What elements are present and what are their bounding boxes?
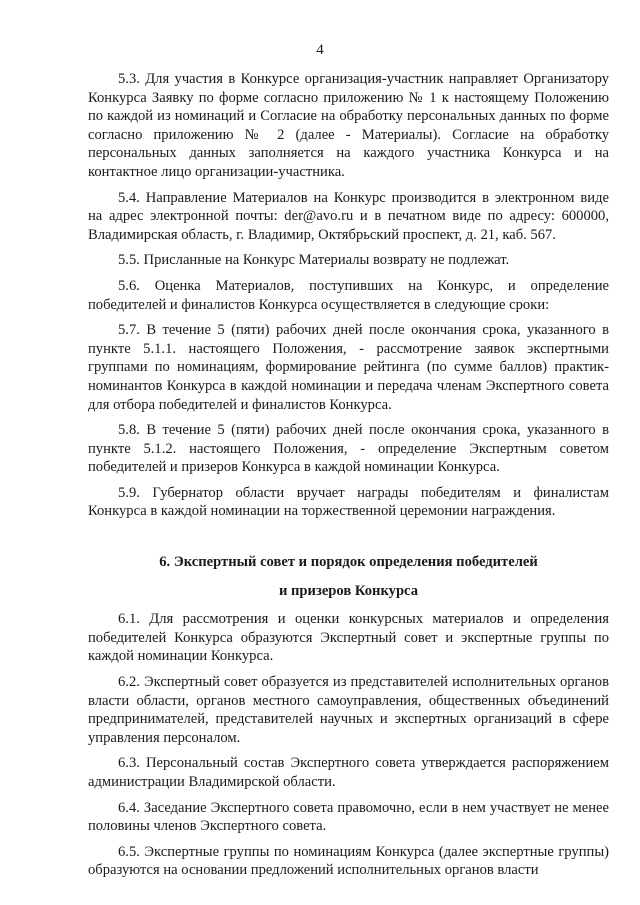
paragraph-6-5: 6.5. Экспертные группы по номинациям Конкурса (далее экспертные группы) образуются на основании предложений исполнительных органов власти [88, 843, 609, 879]
paragraph-6-4: 6.4. Заседание Экспертного совета правомочно, если в нем участвует не менее половины членов Экспертного совета. [88, 799, 609, 835]
paragraph-6-1: 6.1. Для рассмотрения и оценки конкурсных материалов и определения победителей Конкурса образуются Экспертный совет и экспертные группы по каждой номинации Конкурса. [88, 611, 609, 665]
section-heading-line-1: 6. Экспертный совет и порядок определения победителей [159, 554, 538, 571]
page-number: 4 [316, 42, 324, 58]
paragraph-5-6: 5.6. Оценка Материалов, поступивших на Конкурс, и определение победителей и финалистов Конкурса осуществляется в следующие сроки: [88, 277, 609, 313]
paragraph-6-3: 6.3. Персональный состав Экспертного совета утверждается распоряжением администрации Владимирской области. [88, 755, 609, 790]
paragraph-5-8: 5.8. В течение 5 (пяти) рабочих дней после окончания срока, указанного в пункте 5.1.2. настоящего Положения, - определение Экспертным советом победителей и призеров Конкурса в каждой номинации Конкурса. [88, 422, 609, 476]
paragraph-5-3: 5.3. Для участия в Конкурсе организация-участник направляет Организатору Конкурса Заявку по форме согласно приложению № 1 к настоящему Положению по каждой из номинаций и Согласие на обработку персональных данных по форме согласно приложению № 2 (далее - Материалы). Согласие на обработку персональных данных заполняется на каждого участника Конкурса и на контактное лицо организации-участника. [88, 71, 609, 180]
paragraph-5-5: 5.5. Присланные на Конкурс Материалы возврату не подлежат. [118, 252, 510, 269]
paragraph-6-2: 6.2. Экспертный совет образуется из представителей исполнительных органов власти области, органов местного самоуправления, общественных объединений предпринимателей, представителей научных и экспертных организаций в сфере управления персоналом. [88, 674, 609, 746]
paragraph-5-4: 5.4. Направление Материалов на Конкурс производится в электронном виде на адрес электронной почты: der@avo.ru и в печатном виде по адресу: 600000, Владимирская область, г. Владимир, Октябрьский проспект, д. 21, каб. 567. [88, 189, 609, 243]
paragraph-5-9: 5.9. Губернатор области вручает награды победителям и финалистам Конкурса в каждой номинации на торжественной церемонии награждения. [88, 484, 609, 520]
section-heading-line-2: и призеров Конкурса [278, 582, 419, 599]
document-body [88, 70, 609, 887]
paragraph-5-7: 5.7. В течение 5 (пяти) рабочих дней после окончания срока, указанного в пункте 5.1.1. настоящего Положения, - рассмотрение заявок экспертными группами по номинациям, формирование рейтинга (по сумме баллов) практик-номинантов Конкурса в каждой номинации и передача членам Экспертного совета для отбора победителей и финалистов Конкурса. [88, 322, 609, 413]
